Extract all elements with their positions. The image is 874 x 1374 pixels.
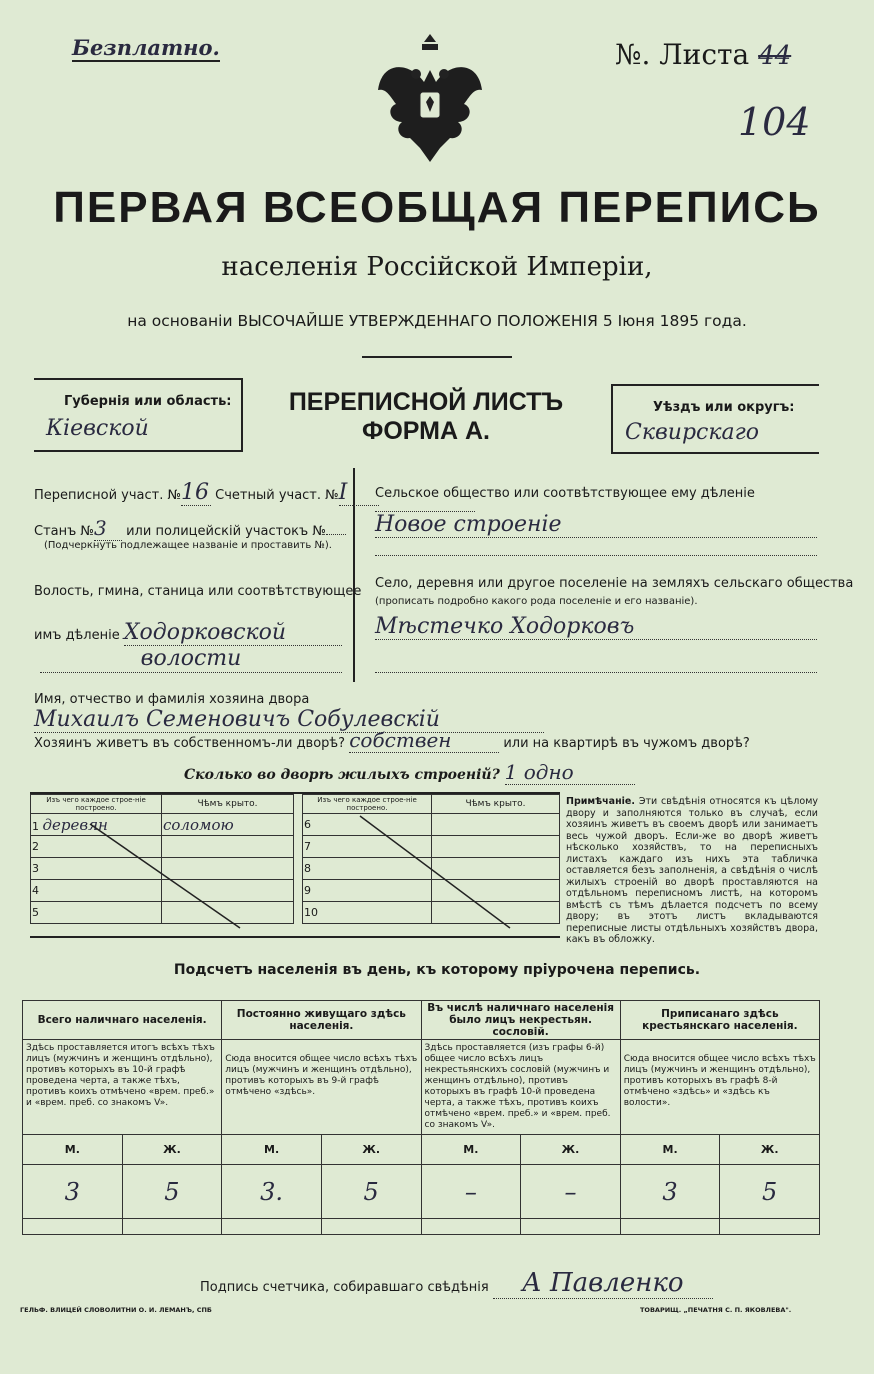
summary-group-desc: Здѣсь проставляется (изъ графы 6-й) общее число всѣхъ лицъ некрестьянскихъ сословій (мужчинъ и женщинъ отдѣльно), противъ которыхъ въ графѣ 10-й проведена черта, а также тѣхъ, противъ коихъ отмѣчено «врем. преб.» и «врем. преб. со знакомъ V». bbox=[421, 1040, 620, 1135]
buildings-table bbox=[30, 792, 560, 938]
owner-lives-value: собствен bbox=[349, 728, 499, 753]
building-row: 7 bbox=[303, 836, 432, 858]
m-header: М. bbox=[23, 1135, 123, 1165]
stan-value: 3 bbox=[94, 516, 122, 541]
ornament-divider bbox=[362, 356, 512, 358]
province-box bbox=[34, 378, 243, 452]
volost-value-2: волости bbox=[140, 646, 242, 671]
col-roof-header-2: Чѣмъ крыто. bbox=[432, 795, 560, 814]
district-label: Уѣздъ или округъ: bbox=[653, 400, 795, 415]
society-row: Сельское общество или соотвѣтствующее ему дѣленіе bbox=[375, 486, 817, 516]
district-value: Сквирскаго bbox=[625, 420, 759, 445]
summary-group-title: Всего наличнаго населенія. bbox=[23, 1001, 222, 1040]
basis-line: на основаніи ВЫСОЧАЙШЕ УТВЕРЖДЕННАГО ПОЛОЖЕНІЯ 5 Іюня 1895 года. bbox=[127, 312, 747, 330]
summary-f-value: 5 bbox=[321, 1165, 421, 1219]
society-line bbox=[375, 555, 817, 556]
signature-row: Подпись счетчика, собиравшаго свѣдѣнія А Павленко bbox=[200, 1268, 713, 1299]
main-title: ПЕРВАЯ ВСЕОБЩАЯ ПЕРЕПИСЬ bbox=[53, 183, 821, 232]
signature-value: А Павленко bbox=[493, 1268, 713, 1299]
owner-name-row: Имя, отчество и фамилія хозяина двора Михаилъ Семеновичъ Собулевскій bbox=[34, 692, 817, 733]
f-header: Ж. bbox=[521, 1135, 621, 1165]
form-name: ФОРМА А. bbox=[362, 417, 490, 445]
summary-m-value: 3. bbox=[222, 1165, 322, 1219]
village-line bbox=[375, 672, 817, 673]
summary-m-value: – bbox=[421, 1165, 521, 1219]
summary-table bbox=[22, 1000, 820, 1235]
summary-group-desc: Сюда вносится общее число всѣхъ тѣхъ лицъ (мужчинъ и женщинъ отдѣльно), противъ которыхъ въ графѣ 8-й отмѣчено «здѣсь» и «здѣсь къ волости». bbox=[620, 1040, 819, 1135]
village-label: Село, деревня или другое поселеніе на земляхъ сельскаго общества bbox=[375, 576, 854, 591]
summary-f-value: 5 bbox=[122, 1165, 222, 1219]
buildings-note: Примѣчаніе. Эти свѣдѣнія относятся къ цѣлому двору и заполняются только въ случаѣ, если хозяинъ живетъ въ своемъ дворѣ или занимаетъ весь чужой дворъ. Если-же во дворѣ живетъ нѣсколько хозяйствъ, то на переписныхъ листахъ каждаго изъ нихъ эта табличка оставляется безъ заполненія, а свѣдѣнія о числѣ жилыхъ строеній во дворѣ проставляются на отдѣльномъ переписномъ листѣ, на которомъ вмѣстѣ съ тѣмъ дѣлается подсчетъ по всему двору; въ этотъ листъ вкладываются переписные листы отдѣльныхъ хозяйствъ двора, какъ въ обложку. bbox=[566, 796, 818, 945]
building-row: 9 bbox=[303, 880, 432, 902]
building-row: 2 bbox=[31, 836, 162, 858]
strike-lines bbox=[30, 794, 560, 934]
roof-value: соломою bbox=[162, 814, 294, 836]
summary-heading: Подсчетъ населенія въ день, къ которому пріурочена перепись. bbox=[173, 962, 701, 978]
sheet-title-box bbox=[241, 378, 611, 450]
printer-left: ГЕЛЬФ. ВЛИЦЕЙ СЛОВОЛИТНИ О. И. ЛЕМАНЪ, СПБ bbox=[20, 1306, 212, 1314]
volost-label-1: Волость, гмина, станица или соотвѣтствующее bbox=[34, 584, 362, 599]
m-header: М. bbox=[620, 1135, 720, 1165]
summary-group-title: Приписанаго здѣсь крестьянскаго населенія. bbox=[620, 1001, 819, 1040]
summary-group-title: Въ числѣ наличнаго населенія было лицъ некрестьян. сословій. bbox=[421, 1001, 620, 1040]
district-box bbox=[611, 384, 819, 454]
sheet-number-struck: 44 bbox=[758, 41, 792, 71]
col-material-header-2: Изъ чего каждое строе-ніе построено. bbox=[303, 795, 432, 814]
free-label: Безплатно. bbox=[72, 35, 220, 60]
volost-line bbox=[40, 672, 342, 673]
building-row: 6 bbox=[303, 814, 432, 836]
building-row: 8 bbox=[303, 858, 432, 880]
summary-f-value: – bbox=[521, 1165, 621, 1219]
owner-lives-row: Хозяинъ живетъ въ собственномъ-ли дворѣ? собствен или на квартирѣ въ чужомъ дворѣ? bbox=[34, 728, 750, 752]
province-value: Кіевской bbox=[46, 416, 149, 441]
summary-group-desc: Сюда вносится общее число всѣхъ тѣхъ лицъ (мужчинъ и женщинъ отдѣльно), противъ которыхъ въ 9-й графѣ отмѣчено «здѣсь». bbox=[222, 1040, 421, 1135]
building-row: 1 деревян bbox=[31, 814, 162, 836]
summary-m-value: 3 bbox=[620, 1165, 720, 1219]
summary-group-desc: Здѣсь проставляется итогъ всѣхъ тѣхъ лицъ (мужчинъ и женщинъ отдѣльно), противъ которыхъ въ 10-й графѣ проведена черта, а также тѣхъ, противъ коихъ отмѣчено «врем. преб.» и «врем. преб. со знакомъ V». bbox=[23, 1040, 222, 1135]
building-row: 10 bbox=[303, 902, 432, 924]
count-area-value: I bbox=[339, 480, 379, 506]
census-area-value: 16 bbox=[181, 480, 209, 505]
imperial-eagle-emblem bbox=[370, 30, 490, 170]
building-row: 3 bbox=[31, 858, 162, 880]
col-roof-header: Чѣмъ крыто. bbox=[162, 795, 294, 814]
sheet-number-label: №. Листа 44 bbox=[615, 38, 792, 71]
summary-m-value: 3 bbox=[23, 1165, 123, 1219]
m-header: М. bbox=[222, 1135, 322, 1165]
building-row: 5 bbox=[31, 902, 162, 924]
society-value: Новое строеніе bbox=[375, 512, 817, 538]
stan-note: (Подчеркнуть подлежащее названіе и проставить №). bbox=[44, 540, 332, 551]
buildings-row: Сколько во дворѣ жилыхъ строеній? 1 одно bbox=[184, 760, 635, 785]
stan-row: Станъ №3 или полицейскій участокъ № bbox=[34, 516, 346, 541]
province-label: Губернія или область: bbox=[64, 394, 232, 409]
buildings-value: 1 одно bbox=[505, 760, 635, 785]
sheet-number-handwritten: 104 bbox=[738, 100, 811, 144]
summary-group-title: Постоянно живущаго здѣсь населенія. bbox=[222, 1001, 421, 1040]
sheet-title: ПЕРЕПИСНОЙ ЛИСТЪ bbox=[288, 388, 564, 416]
owner-name-value: Михаилъ Семеновичъ Собулевскій bbox=[34, 707, 544, 733]
printer-right: ТОВАРИЩ. „ПЕЧАТНЯ С. П. ЯКОВЛЕВА". bbox=[640, 1306, 792, 1314]
census-area-row: Переписной участ. №16 Счетный участ. №I bbox=[34, 480, 379, 506]
f-header: Ж. bbox=[122, 1135, 222, 1165]
col-material-header: Изъ чего каждое строе-ніе построено. bbox=[31, 795, 162, 814]
volost-row: имъ дѣленіе Ходорковской bbox=[34, 620, 342, 646]
volost-value-1: Ходорковской bbox=[124, 620, 342, 646]
f-header: Ж. bbox=[321, 1135, 421, 1165]
village-note: (прописать подробно какого рода поселеніе и его названіе). bbox=[375, 596, 698, 607]
m-header: М. bbox=[421, 1135, 521, 1165]
summary-f-value: 5 bbox=[720, 1165, 820, 1219]
building-row: 4 bbox=[31, 880, 162, 902]
village-value: Мѣстечко Ходорковъ bbox=[375, 614, 817, 640]
f-header: Ж. bbox=[720, 1135, 820, 1165]
subtitle: населенія Россійской Имперіи, bbox=[221, 252, 653, 282]
